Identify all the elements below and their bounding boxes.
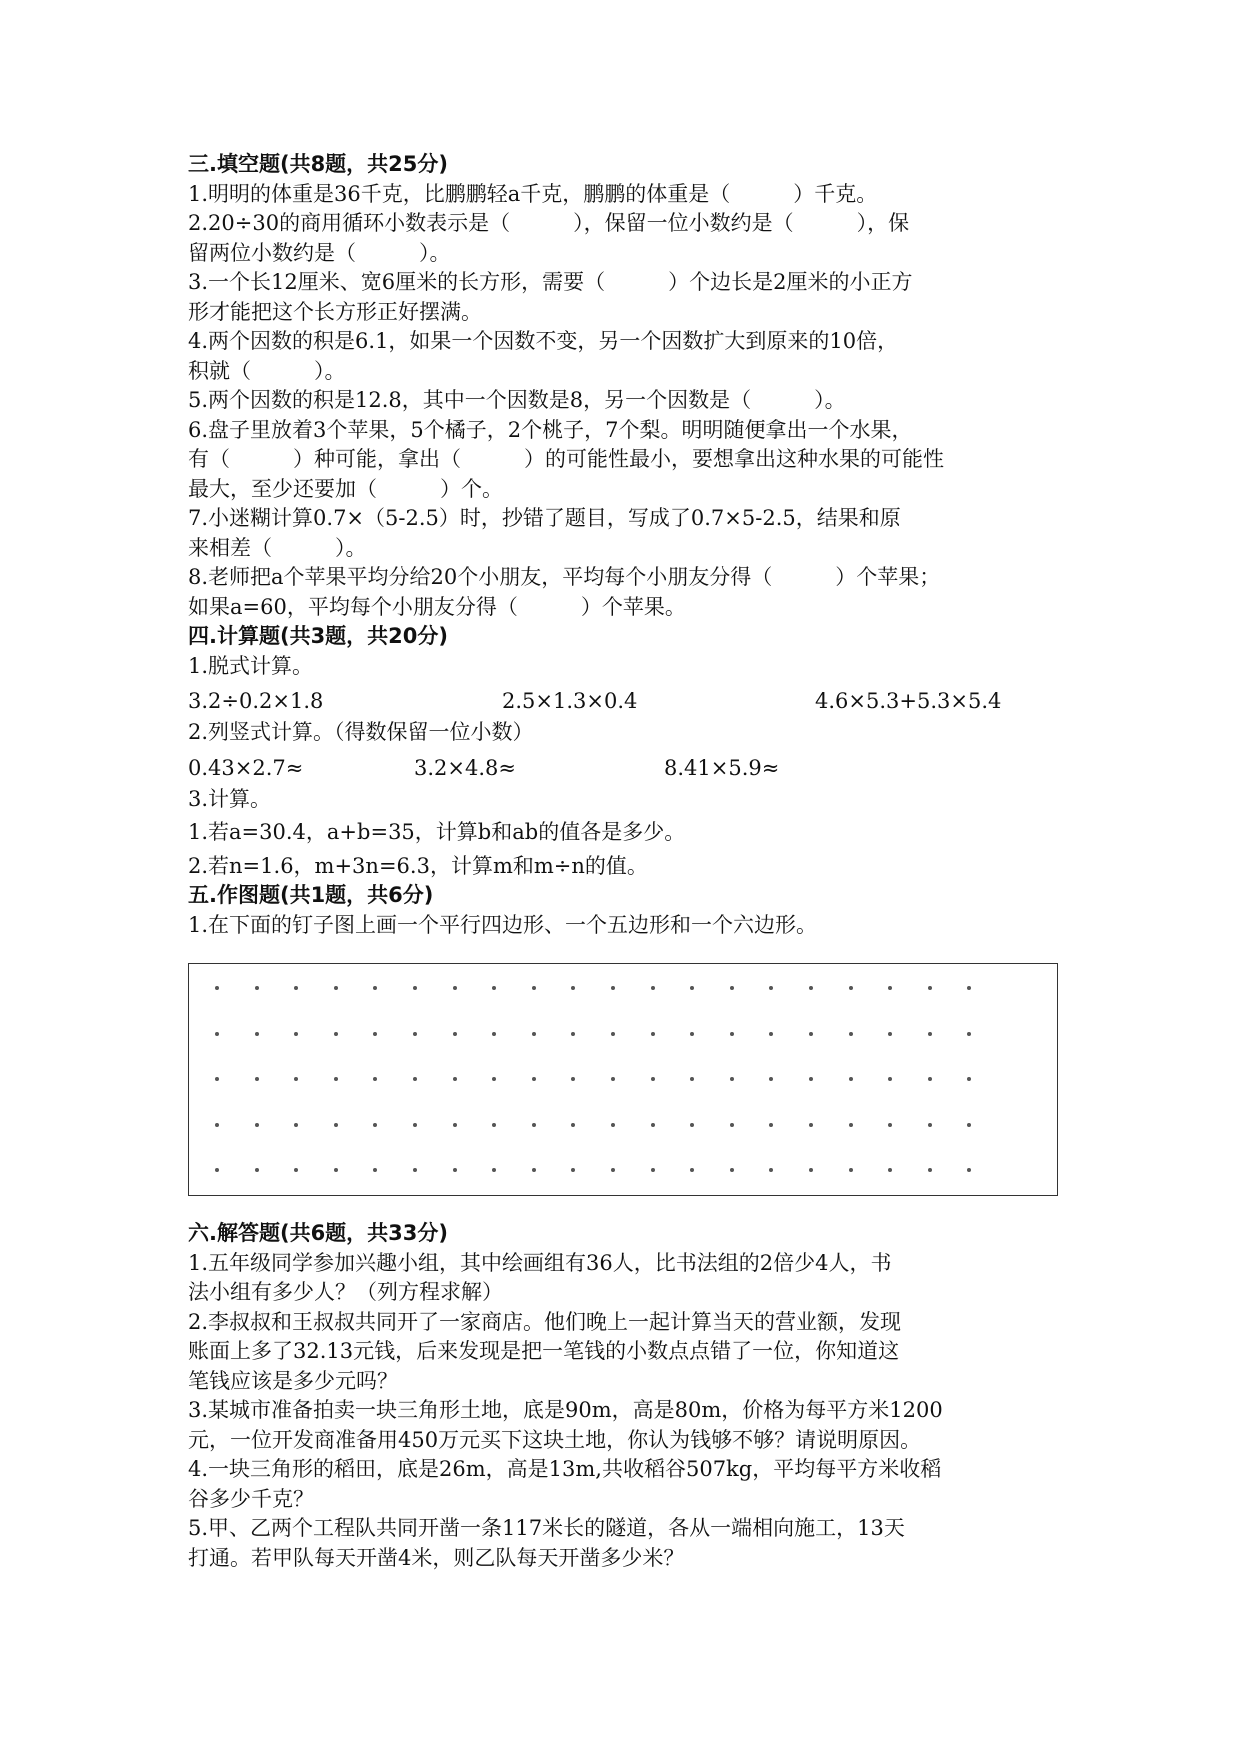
peg-dot[interactable]: [849, 1123, 853, 1127]
peg-dot[interactable]: [571, 1032, 575, 1036]
calc-expression: 8.41×5.9≈: [664, 755, 780, 780]
peg-dot[interactable]: [571, 1168, 575, 1172]
peg-dot[interactable]: [651, 1032, 655, 1036]
section-4-heading: 四.计算题(共3题，共20分): [188, 624, 449, 648]
peg-dot[interactable]: [888, 1168, 892, 1172]
peg-dot[interactable]: [413, 1077, 417, 1081]
peg-dot[interactable]: [453, 1077, 457, 1081]
peg-dot[interactable]: [769, 1077, 773, 1081]
section-6-questions: [188, 1249, 1068, 1574]
question-line: 形才能把这个长方形正好摆满。: [188, 299, 482, 324]
peg-dot[interactable]: [492, 1123, 496, 1127]
calc-expression: 3.2×4.8≈: [414, 755, 516, 780]
peg-dot[interactable]: [849, 1168, 853, 1172]
calc-question-3b: 2.若n=1.6，m+3n=6.3，计算m和m÷n的值。: [188, 853, 648, 878]
calc-expression: 4.6×5.3+5.3×5.4: [815, 689, 1002, 713]
question-line: 账面上多了32.13元钱，后来发现是把一笔钱的小数点点错了一位，你知道这: [188, 1339, 900, 1363]
peg-dot[interactable]: [849, 1032, 853, 1036]
peg-dot[interactable]: [294, 1168, 298, 1172]
question-line: 3.某城市准备拍卖一块三角形土地，底是90m，高是80m，价格为每平方米1200: [188, 1398, 943, 1422]
peg-dot[interactable]: [809, 1168, 813, 1172]
peg-dot[interactable]: [611, 1168, 615, 1172]
peg-dot[interactable]: [730, 986, 734, 990]
question-line: 如果a=60，平均每个小朋友分得（ ）个苹果。: [188, 594, 686, 619]
peg-dot[interactable]: [888, 1123, 892, 1127]
peg-dot[interactable]: [888, 986, 892, 990]
calc-row-1: [188, 685, 1068, 718]
question-line: 7.小迷糊计算0.7×（5-2.5）时，抄错了题目，写成了0.7×5-2.5，结果和原: [188, 506, 901, 530]
peg-dot[interactable]: [611, 1123, 615, 1127]
peg-dot[interactable]: [730, 1077, 734, 1081]
peg-dot[interactable]: [532, 1077, 536, 1081]
peg-dot[interactable]: [611, 1077, 615, 1081]
peg-dot[interactable]: [849, 986, 853, 990]
question-line: 1.五年级同学参加兴趣小组，其中绘画组有36人，比书法组的2倍少4人，书: [188, 1250, 892, 1275]
question-line: 4.一块三角形的稻田，底是26m，高是13m,共收稻谷507kg，平均每平方米收稻: [188, 1457, 942, 1481]
calc-question-3: 3.计算。: [188, 786, 272, 811]
peg-dot[interactable]: [215, 986, 219, 990]
peg-dot[interactable]: [730, 1123, 734, 1127]
peg-dot[interactable]: [413, 1032, 417, 1036]
peg-dot[interactable]: [928, 1168, 932, 1172]
peg-dot[interactable]: [967, 986, 971, 990]
peg-dot[interactable]: [334, 1123, 338, 1127]
peg-dot[interactable]: [532, 1123, 536, 1127]
calc-question-1: 1.脱式计算。: [188, 653, 314, 678]
question-line: 打通。若甲队每天开凿4米，则乙队每天开凿多少米？: [188, 1545, 685, 1570]
question-line: 积就（ ）。: [188, 358, 346, 383]
peg-dot[interactable]: [255, 1123, 259, 1127]
calc-question-2: 2.列竖式计算。（得数保留一位小数）: [188, 720, 534, 744]
peg-dot[interactable]: [690, 1168, 694, 1172]
calc-expression: 3.2÷0.2×1.8: [188, 689, 324, 713]
peg-dot[interactable]: [928, 986, 932, 990]
peg-dot[interactable]: [453, 1168, 457, 1172]
peg-dot[interactable]: [809, 1032, 813, 1036]
question-line: 留两位小数约是（ ）。: [188, 240, 451, 265]
section-6-heading: 六.解答题(共6题，共33分): [188, 1221, 449, 1245]
peg-dot[interactable]: [255, 1032, 259, 1036]
peg-dot[interactable]: [334, 1077, 338, 1081]
peg-dot[interactable]: [967, 1168, 971, 1172]
peg-dot[interactable]: [294, 986, 298, 990]
peg-dot[interactable]: [928, 1032, 932, 1036]
peg-dot[interactable]: [690, 1077, 694, 1081]
peg-dot[interactable]: [769, 1032, 773, 1036]
peg-dot[interactable]: [334, 986, 338, 990]
peg-dot[interactable]: [255, 1168, 259, 1172]
peg-dot[interactable]: [571, 986, 575, 990]
peg-dot[interactable]: [730, 1032, 734, 1036]
peg-dot[interactable]: [373, 1168, 377, 1172]
peg-dot[interactable]: [928, 1123, 932, 1127]
question-line: 6.盘子里放着3个苹果，5个橘子，2个桃子，7个梨。明明随便拿出一个水果，: [188, 417, 913, 442]
peg-dot[interactable]: [809, 1077, 813, 1081]
question-line: 2.李叔叔和王叔叔共同开了一家商店。他们晚上一起计算当天的营业额，发现: [188, 1309, 902, 1334]
question-line: 笔钱应该是多少元吗？: [188, 1368, 398, 1393]
peg-dot[interactable]: [532, 1168, 536, 1172]
question-line: 有（ ）种可能，拿出（ ）的可能性最小，要想拿出这种水果的可能性: [188, 447, 944, 471]
peg-dot[interactable]: [373, 1032, 377, 1036]
peg-dot[interactable]: [492, 986, 496, 990]
peg-dot[interactable]: [294, 1077, 298, 1081]
peg-dot[interactable]: [888, 1032, 892, 1036]
peg-dot[interactable]: [492, 1032, 496, 1036]
peg-dot[interactable]: [453, 986, 457, 990]
peg-dot[interactable]: [532, 1032, 536, 1036]
calc-expression: 0.43×2.7≈: [188, 755, 304, 780]
peg-dot[interactable]: [967, 1077, 971, 1081]
question-line: 法小组有多少人？（列方程求解）: [188, 1280, 503, 1304]
question-line: 2.20÷30的商用循环小数表示是（ ），保留一位小数约是（ ），保: [188, 211, 910, 235]
peg-dot[interactable]: [373, 986, 377, 990]
peg-dot[interactable]: [571, 1077, 575, 1081]
peg-dot[interactable]: [294, 1032, 298, 1036]
peg-dot[interactable]: [690, 1032, 694, 1036]
peg-dot[interactable]: [651, 1168, 655, 1172]
question-line: 3.一个长12厘米、宽6厘米的长方形，需要（ ）个边长是2厘米的小正方: [188, 270, 913, 294]
peg-dot[interactable]: [334, 1168, 338, 1172]
calc-question-3a: 1.若a=30.4，a+b=35，计算b和ab的值各是多少。: [188, 820, 686, 844]
peg-dot[interactable]: [769, 1123, 773, 1127]
peg-dot[interactable]: [453, 1123, 457, 1127]
question-line: 元，一位开发商准备用450万元买下这块土地，你认为钱够不够？请说明原因。: [188, 1427, 922, 1452]
peg-dot[interactable]: [769, 1168, 773, 1172]
peg-dot[interactable]: [967, 1123, 971, 1127]
peg-dot[interactable]: [730, 1168, 734, 1172]
question-line: 谷多少千克？: [188, 1486, 314, 1511]
peg-dot[interactable]: [215, 1168, 219, 1172]
question-line: 来相差（ ）。: [188, 535, 367, 560]
worksheet-page: [188, 150, 1068, 1573]
peg-dot[interactable]: [888, 1077, 892, 1081]
peg-dot[interactable]: [215, 1032, 219, 1036]
question-line: 1.明明的体重是36千克，比鹏鹏轻a千克，鹏鹏的体重是（ ）千克。: [188, 181, 878, 206]
peg-dot[interactable]: [255, 1077, 259, 1081]
question-line: 5.甲、乙两个工程队共同开凿一条117米长的隧道，各从一端相向施工，13天: [188, 1516, 905, 1540]
peg-dot[interactable]: [413, 1123, 417, 1127]
section-5-heading: 五.作图题(共1题，共6分): [188, 883, 434, 907]
peg-dot[interactable]: [690, 986, 694, 990]
peg-dot[interactable]: [492, 1077, 496, 1081]
question-line: 8.老师把a个苹果平均分给20个小朋友，平均每个小朋友分得（ ）个苹果；: [188, 565, 941, 589]
peg-dot[interactable]: [690, 1123, 694, 1127]
peg-dot[interactable]: [413, 986, 417, 990]
drawing-question-1: 1.在下面的钉子图上画一个平行四边形、一个五边形和一个六边形。: [188, 912, 818, 937]
peg-dot[interactable]: [255, 986, 259, 990]
peg-dot-grid[interactable]: [188, 963, 1058, 1196]
peg-dot[interactable]: [849, 1077, 853, 1081]
question-line: 最大，至少还要加（ ）个。: [188, 476, 503, 501]
peg-dot[interactable]: [651, 986, 655, 990]
section-3-heading: 三.填空题(共8题，共25分): [188, 152, 449, 176]
peg-dot[interactable]: [611, 1032, 615, 1036]
peg-dot[interactable]: [809, 1123, 813, 1127]
question-line: 4.两个因数的积是6.1，如果一个因数不变，另一个因数扩大到原来的10倍，: [188, 329, 899, 353]
peg-dot[interactable]: [215, 1123, 219, 1127]
peg-dot[interactable]: [413, 1168, 417, 1172]
peg-dot[interactable]: [769, 986, 773, 990]
peg-dot[interactable]: [571, 1123, 575, 1127]
peg-dot[interactable]: [294, 1123, 298, 1127]
peg-dot[interactable]: [928, 1077, 932, 1081]
peg-dot[interactable]: [611, 986, 615, 990]
peg-dot[interactable]: [373, 1123, 377, 1127]
peg-dot[interactable]: [453, 1032, 457, 1036]
peg-dot[interactable]: [215, 1077, 219, 1081]
question-line: 5.两个因数的积是12.8，其中一个因数是8，另一个因数是（ ）。: [188, 388, 846, 412]
peg-dot[interactable]: [651, 1123, 655, 1127]
peg-dot[interactable]: [373, 1077, 377, 1081]
peg-dot[interactable]: [532, 986, 536, 990]
peg-dot[interactable]: [334, 1032, 338, 1036]
section-3-questions: [188, 180, 1068, 623]
peg-dot[interactable]: [492, 1168, 496, 1172]
peg-dot[interactable]: [651, 1077, 655, 1081]
peg-dot[interactable]: [967, 1032, 971, 1036]
peg-dot[interactable]: [809, 986, 813, 990]
calc-row-2: [188, 752, 1068, 785]
calc-expression: 2.5×1.3×0.4: [502, 689, 638, 713]
